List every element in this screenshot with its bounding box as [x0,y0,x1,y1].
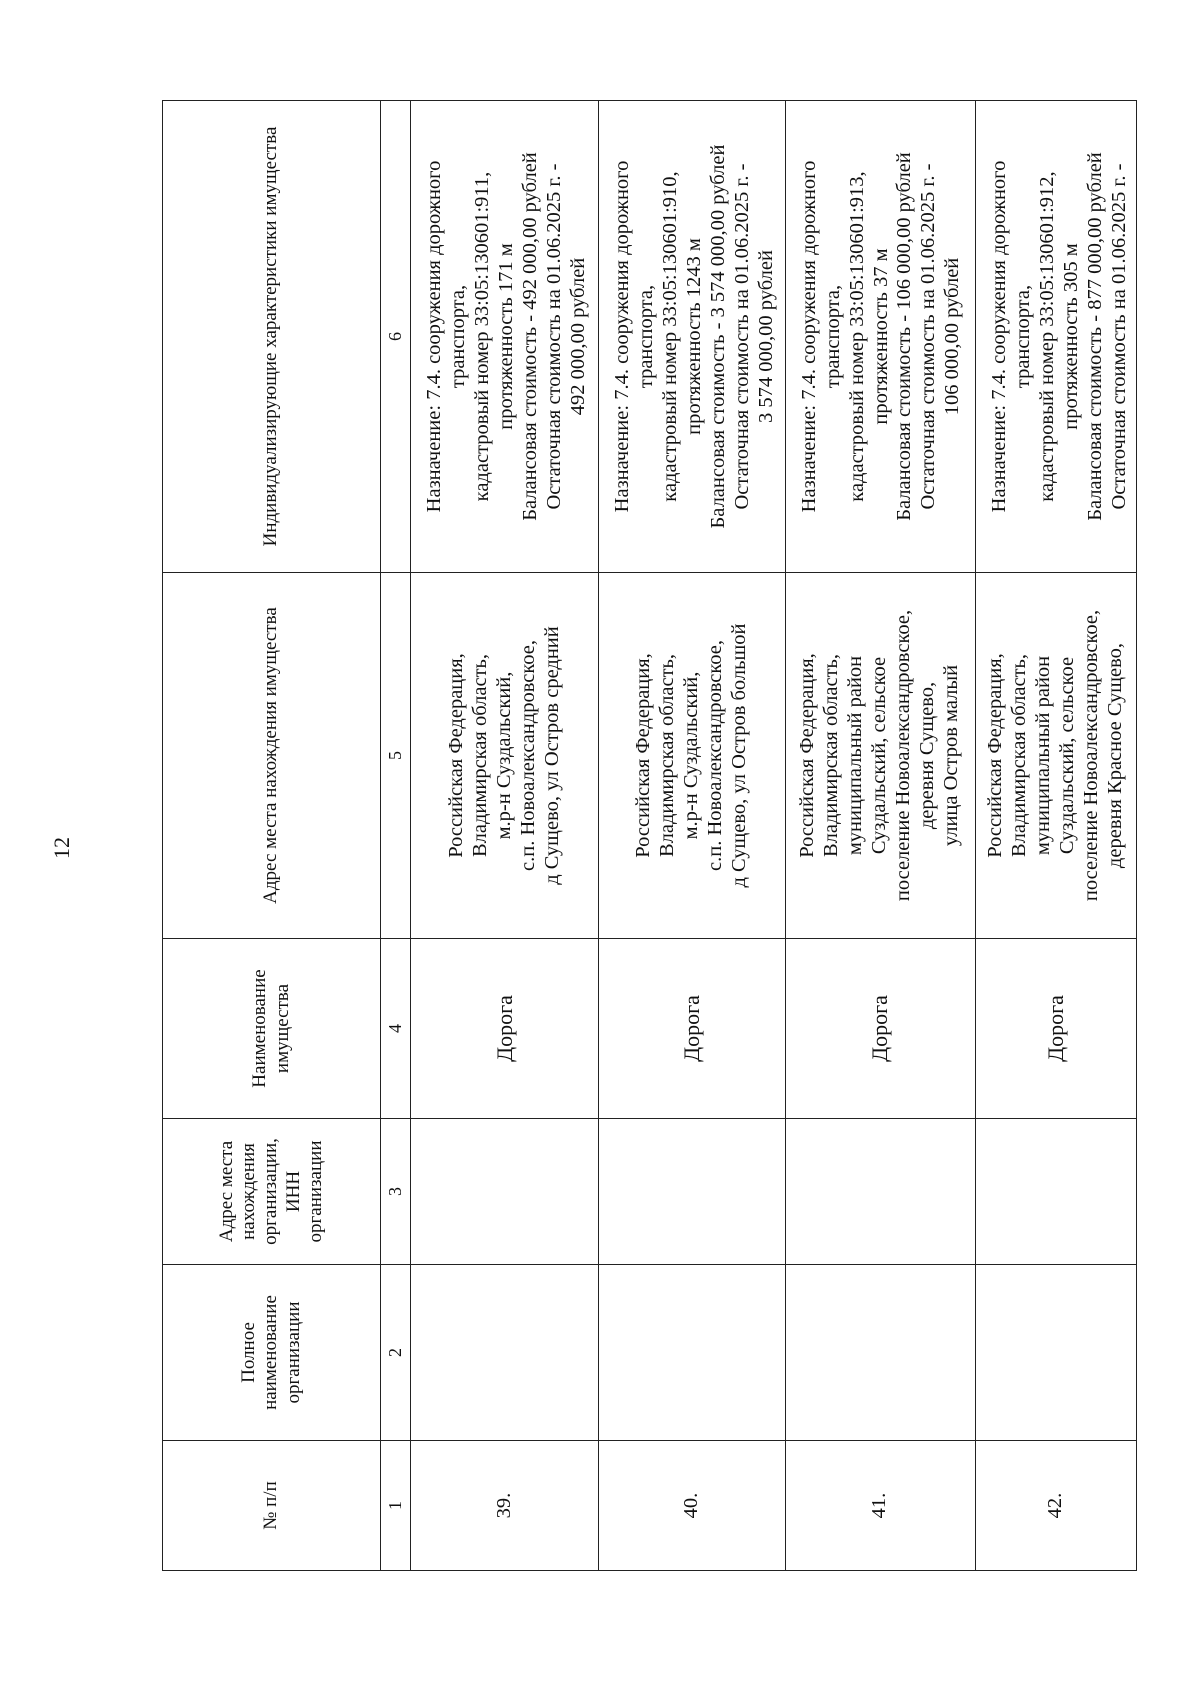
row-number: 39. [411,1441,599,1571]
characteristics-cell [411,101,599,573]
address-line: Суздальский, сельское [868,656,891,855]
header-org-name: Полное наименование организации [163,1265,381,1441]
address-line: Российская Федерация, [631,653,654,858]
address-line: с.п. Новоалександровское, [516,640,539,871]
address-line: муниципальный район [1031,655,1054,856]
characteristics-line: Балансовая стоимость - 492 000,00 рублей [518,152,541,521]
column-number: 4 [381,939,411,1119]
page-number: 12 [49,837,74,859]
characteristics-line: транспорта, [821,284,844,389]
characteristics-line: Остаточная стоимость на 01.06.2025 г. - [917,163,940,510]
header-property-name: Наименование имущества [163,939,381,1119]
header-num: № п/п [163,1441,381,1571]
address-line: Российская Федерация, [796,653,819,858]
characteristics-line: транспорта, [635,284,658,389]
column-number: 6 [381,101,411,573]
column-number: 2 [381,1265,411,1441]
address-line: Российская Федерация, [444,653,467,858]
characteristics-line: 492 000,00 рублей [566,257,589,416]
table-row [975,101,1136,1571]
property-address-cell [599,573,785,939]
characteristics-lines [798,107,966,566]
address-line: Владимирская область, [468,653,491,858]
property-name-cell: Дорога [785,939,975,1119]
characteristics-line: кадастровый номер 33:05:130601:913, [845,171,868,502]
characteristics-cell [975,101,1136,573]
property-name-cell: Дорога [975,939,1136,1119]
address-line: с.п. Новоалександровское, [703,640,726,871]
address-lines [632,579,752,932]
address-line: Владимирская область, [1007,653,1030,858]
property-table [162,100,1137,1571]
address-line: д Сущево, ул Остров большой [727,623,750,888]
address-line: деревня Красное Сущево, [1103,642,1126,869]
characteristics-line: кадастровый номер 33:05:130601:911, [470,171,493,502]
characteristics-line: транспорта, [1011,284,1034,389]
characteristics-cell [785,101,975,573]
row-number: 40. [599,1441,785,1571]
address-line: муниципальный район [844,655,867,856]
characteristics-lines [423,107,591,566]
table-row [411,101,599,1571]
address-line: м.р-н Суздальский, [679,671,702,840]
characteristics-line: 3 574 000,00 рублей [755,250,778,423]
characteristics-cell [599,101,785,573]
characteristics-line: Остаточная стоимость на 01.06.2025 г. - [1107,163,1130,510]
characteristics-line: Остаточная стоимость на 01.06.2025 г. - [542,163,565,510]
characteristics-line: кадастровый номер 33:05:130601:912, [1035,171,1058,502]
org-address-cell [975,1119,1136,1265]
header-row [163,101,381,1571]
characteristics-line: Остаточная стоимость на 01.06.2025 г. - [731,163,754,510]
characteristics-line: протяженность 1243 м [683,238,706,435]
address-line: поселение Новоалександровское, [892,609,915,902]
characteristics-lines [988,107,1132,566]
address-lines [445,579,565,932]
table-row [785,101,975,1571]
header-org-address: Адрес места нахождения организации, ИНН организации [163,1119,381,1265]
property-address-cell [411,573,599,939]
row-number: 42. [975,1441,1136,1571]
characteristics-lines [611,107,779,566]
address-lines [796,579,964,932]
org-address-cell [599,1119,785,1265]
rotated-table-container [162,101,1137,1571]
org-name-cell [411,1265,599,1441]
org-name-cell [785,1265,975,1441]
characteristics-line: протяженность 171 м [494,243,517,430]
address-line: поселение Новоалександровское, [1079,609,1102,902]
column-number: 3 [381,1119,411,1265]
column-number: 5 [381,573,411,939]
characteristics-line: Назначение: 7.4. сооружения дорожного [797,160,820,513]
address-line: улица Остров малый [940,664,963,847]
characteristics-line: 106 000,00 рублей [941,257,964,416]
characteristics-line: протяженность 37 м [869,248,892,425]
address-line: м.р-н Суздальский, [492,671,515,840]
address-line: деревня Сущево, [916,681,939,830]
address-line: д Сущево, ул Остров средний [540,626,563,885]
org-address-cell [411,1119,599,1265]
characteristics-line: кадастровый номер 33:05:130601:910, [659,171,682,502]
address-line: Владимирская область, [655,653,678,858]
org-name-cell [975,1265,1136,1441]
org-name-cell [599,1265,785,1441]
characteristics-line: Назначение: 7.4. сооружения дорожного [987,160,1010,513]
org-address-cell [785,1119,975,1265]
table-row [599,101,785,1571]
characteristics-line: Назначение: 7.4. сооружения дорожного [611,160,634,513]
address-line: Суздальский, сельское [1055,656,1078,855]
characteristics-line: Назначение: 7.4. сооружения дорожного [423,160,445,513]
property-name-cell: Дорога [411,939,599,1119]
column-number-row [381,101,411,1571]
property-address-cell [785,573,975,939]
characteristics-line: транспорта, [446,284,469,389]
column-number: 1 [381,1441,411,1571]
table-body [411,101,1137,1571]
property-address-cell [975,573,1136,939]
header-characteristics: Индивидуализирующие характеристики имущества [163,101,381,573]
characteristics-line: протяженность 305 м [1059,243,1082,430]
row-number: 41. [785,1441,975,1571]
characteristics-line: Балансовая стоимость - 3 574 000,00 рублей [707,144,730,529]
address-line: Владимирская область, [820,653,843,858]
address-lines [984,579,1128,932]
property-name-cell: Дорога [599,939,785,1119]
characteristics-line: Балансовая стоимость - 106 000,00 рублей [893,152,916,521]
address-line: Российская Федерация, [983,653,1006,858]
header-property-address: Адрес места нахождения имущества [163,573,381,939]
characteristics-line: Балансовая стоимость - 877 000,00 рублей [1083,152,1106,521]
